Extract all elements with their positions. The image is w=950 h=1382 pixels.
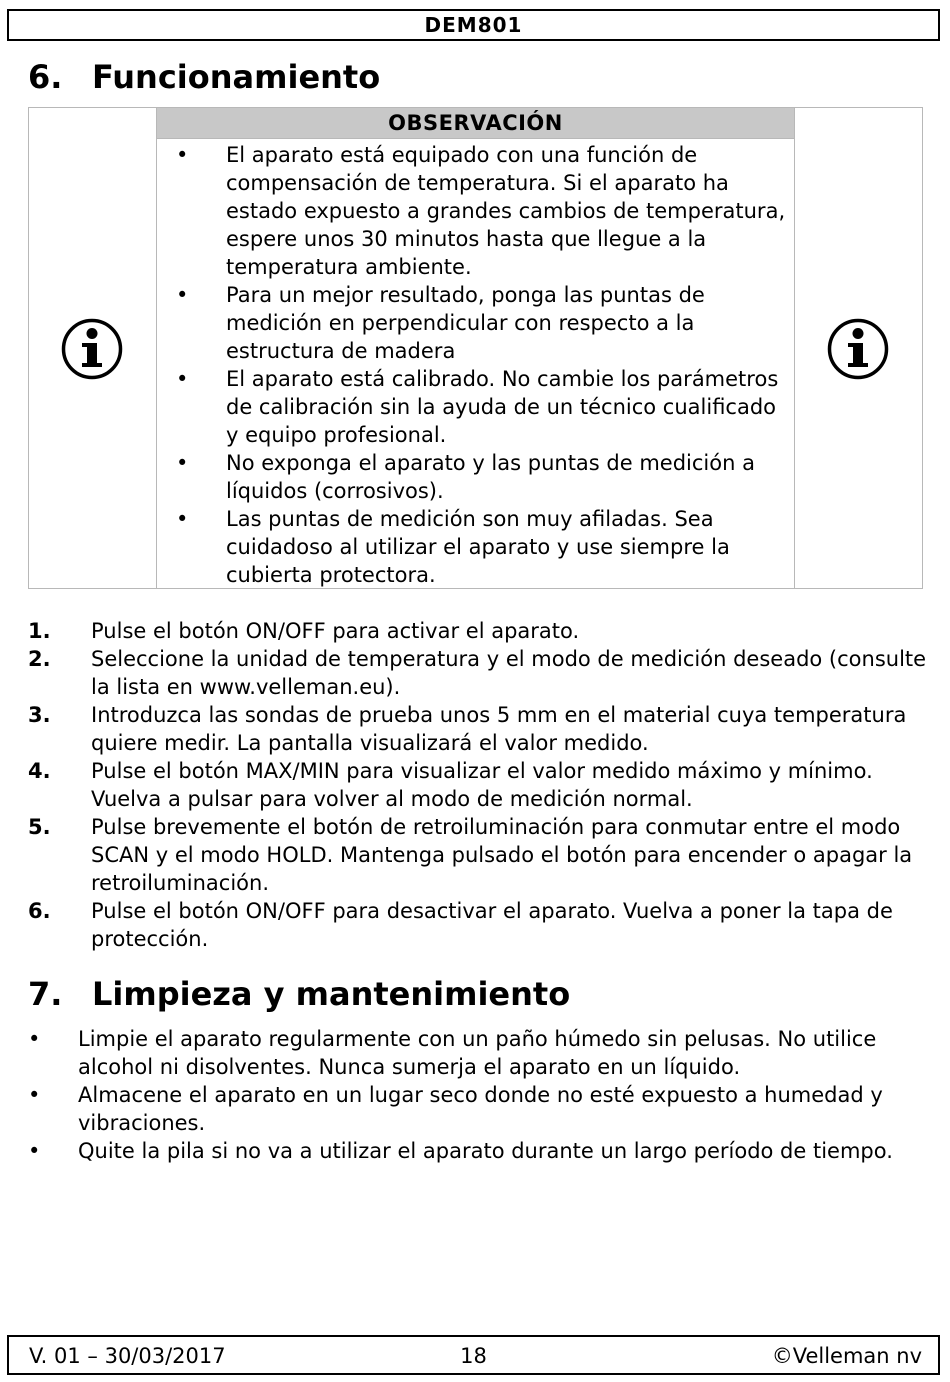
step-number: 5. [28,815,51,839]
version-date: V. 01 – 30/03/2017 [29,1344,226,1368]
maintenance-item: • Quite la pila si no va a utilizar el aparato durante un largo período de tiempo. [28,1137,908,1165]
observation-item: • El aparato está calibrado. No cambie los parámetros de calibración sin la ayuda de un técnico cualificado y equipo profesional. [157,365,794,449]
section-6-number: 6. [28,58,63,96]
observation-list [157,139,794,589]
section-6-title: Funcionamiento [92,58,381,96]
observation-right-column [794,108,922,588]
step-item [28,897,928,953]
step-item [28,645,928,701]
info-circle-icon [826,317,890,381]
info-circle-icon [60,317,124,381]
observation-item: • El aparato está equipado con una función de compensación de temperatura. Si el aparato ha estado expuesto a grandes cambios de temperatura, espere unos 30 minutos hasta que llegue a la temperatura ambiente. [157,141,794,281]
operation-steps [28,617,928,953]
step-number: 1. [28,619,51,643]
maintenance-item: • Almacene el aparato en un lugar seco donde no esté expuesto a humedad y vibraciones. [28,1081,908,1137]
copyright: ©Velleman nv [771,1344,922,1368]
step-text: Seleccione la unidad de temperatura y el modo de medición deseado (consulte la lista en www.velleman.eu). [91,647,927,699]
section-7-heading [28,974,570,1014]
page-number: 18 [460,1344,487,1368]
document-header [7,9,940,41]
step-item [28,813,928,897]
step-number: 3. [28,703,51,727]
step-text: Pulse el botón MAX/MIN para visualizar el valor medido máximo y mínimo. Vuelva a pulsar para volver al modo de medición normal. [91,759,873,811]
step-text: Pulse el botón ON/OFF para desactivar el aparato. Vuelva a poner la tapa de protección. [91,899,893,951]
document-footer [7,1335,940,1375]
observation-heading: OBSERVACIÓN [157,108,794,139]
section-7-title: Limpieza y mantenimiento [92,975,571,1013]
observation-item: • Para un mejor resultado, ponga las puntas de medición en perpendicular con respecto a la estructura de madera [157,281,794,365]
model-name: DEM801 [424,13,523,37]
maintenance-list [28,1025,908,1165]
section-6-heading [28,57,380,97]
step-number: 4. [28,759,51,783]
step-text: Pulse brevemente el botón de retroiluminación para conmutar entre el modo SCAN y el modo HOLD. Mantenga pulsado el botón para encender o apagar la retroiluminación. [91,815,913,895]
maintenance-item: • Limpie el aparato regularmente con un paño húmedo sin pelusas. No utilice alcohol ni disolventes. Nunca sumerja el aparato en un líquido. [28,1025,908,1081]
step-item [28,701,928,757]
step-number: 2. [28,647,51,671]
observation-box [28,107,923,589]
observation-content [157,108,794,588]
observation-item: • Las puntas de medición son muy afiladas. Sea cuidadoso al utilizar el aparato y use siempre la cubierta protectora. [157,505,794,589]
step-text: Introduzca las sondas de prueba unos 5 mm en el material cuya temperatura quiere medir. La pantalla visualizará el valor medido. [91,703,907,755]
step-number: 6. [28,899,51,923]
step-text: Pulse el botón ON/OFF para activar el aparato. [91,619,580,643]
section-7-number: 7. [28,975,63,1013]
step-item [28,617,928,645]
step-item [28,757,928,813]
observation-left-column [29,108,157,588]
observation-item: • No exponga el aparato y las puntas de medición a líquidos (corrosivos). [157,449,794,505]
